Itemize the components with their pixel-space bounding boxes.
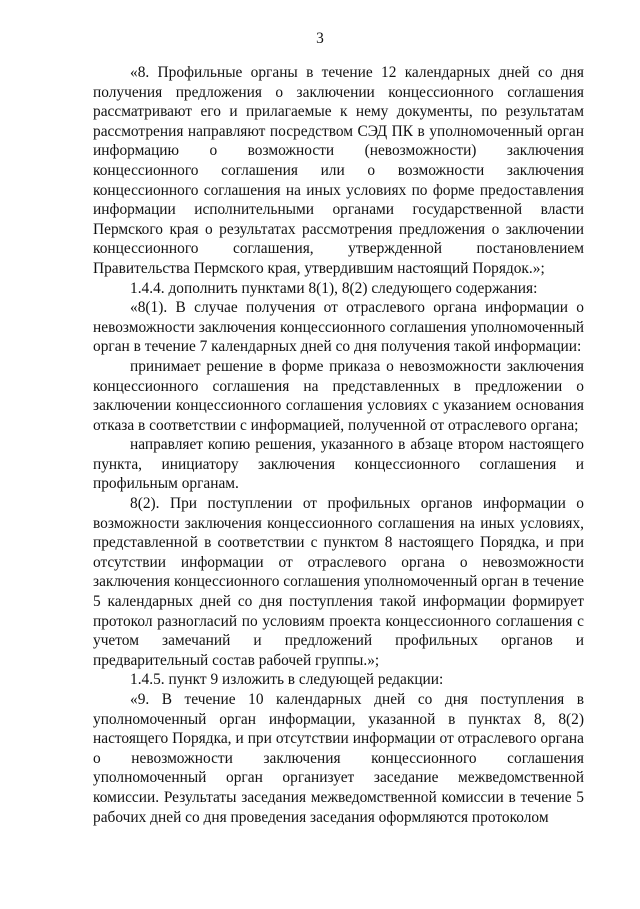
paragraph-decision: принимает решение в форме приказа о невозможности заключения концессионного соглашения на представленных в предложении о заключении концессионного соглашения условиях с указанием основания отказа в соответствии с информацией, полученной от отраслевого органа; [93, 357, 584, 434]
paragraph-1-4-5: 1.4.5. пункт 9 изложить в следующей редакции: [130, 671, 444, 689]
paragraph-1-4-4: 1.4.4. дополнить пунктами 8(1), 8(2) следующего содержания: [130, 279, 538, 297]
paragraph-item-8: «8. Профильные органы в течение 12 календарных дней со дня получения предложения о заключении концессионного соглашения рассматривают его и прилагаемые к нему документы, по результатам рассмотрения направляют посредством СЭД ПК в уполномоченный орган информацию о возможности (невозможности) заключения концессионного соглашения или о возможности заключения концессионного соглашения на иных условиях по форме предоставления информации исполнительными органами государственной власти Пермского края о результатах рассмотрения предложения о заключении концессионного соглашения, утвержденной постановлением Правительства Пермского края, утвердившим настоящий Порядок.»; [93, 64, 584, 277]
paragraph-item-8-2: 8(2). При поступлении от профильных органов информации о возможности заключения концессионного соглашения на иных условиях, представленной в соответствии с пунктом 8 настоящего Порядка, и при отсутствии информации от отраслевого органа о невозможности заключения концессионного соглашения уполномоченный орган в течение 5 календарных дней со дня поступления такой информации формирует протокол разногласий по условиям проекта концессионного соглашения с учетом замечаний и предложений профильных органов и предварительный состав рабочей группы.»; [93, 495, 584, 669]
document-body [93, 63, 584, 827]
paragraph-copy: направляет копию решения, указанного в абзаце втором настоящего пункта, инициатору заключения концессионного соглашения и профильным органам. [93, 436, 584, 493]
paragraph-item-8-1: «8(1). В случае получения от отраслевого органа информации о невозможности заключения концессионного соглашения уполномоченный орган в течение 7 календарных дней со дня получения такой информации: [93, 299, 584, 356]
page-number: 3 [316, 30, 324, 47]
paragraph-item-9: «9. В течение 10 календарных дней со дня поступления в уполномоченный орган информации, указанной в пунктах 8, 8(2) настоящего Порядка, и при отсутствии информации от отраслевого органа о невозможности заключения концессионного соглашения уполномоченный орган организует заседание межведомственной комиссии. Результаты заседания межведомственной комиссии в течение 5 рабочих дней со дня проведения заседания оформляются протоколом [93, 691, 584, 826]
